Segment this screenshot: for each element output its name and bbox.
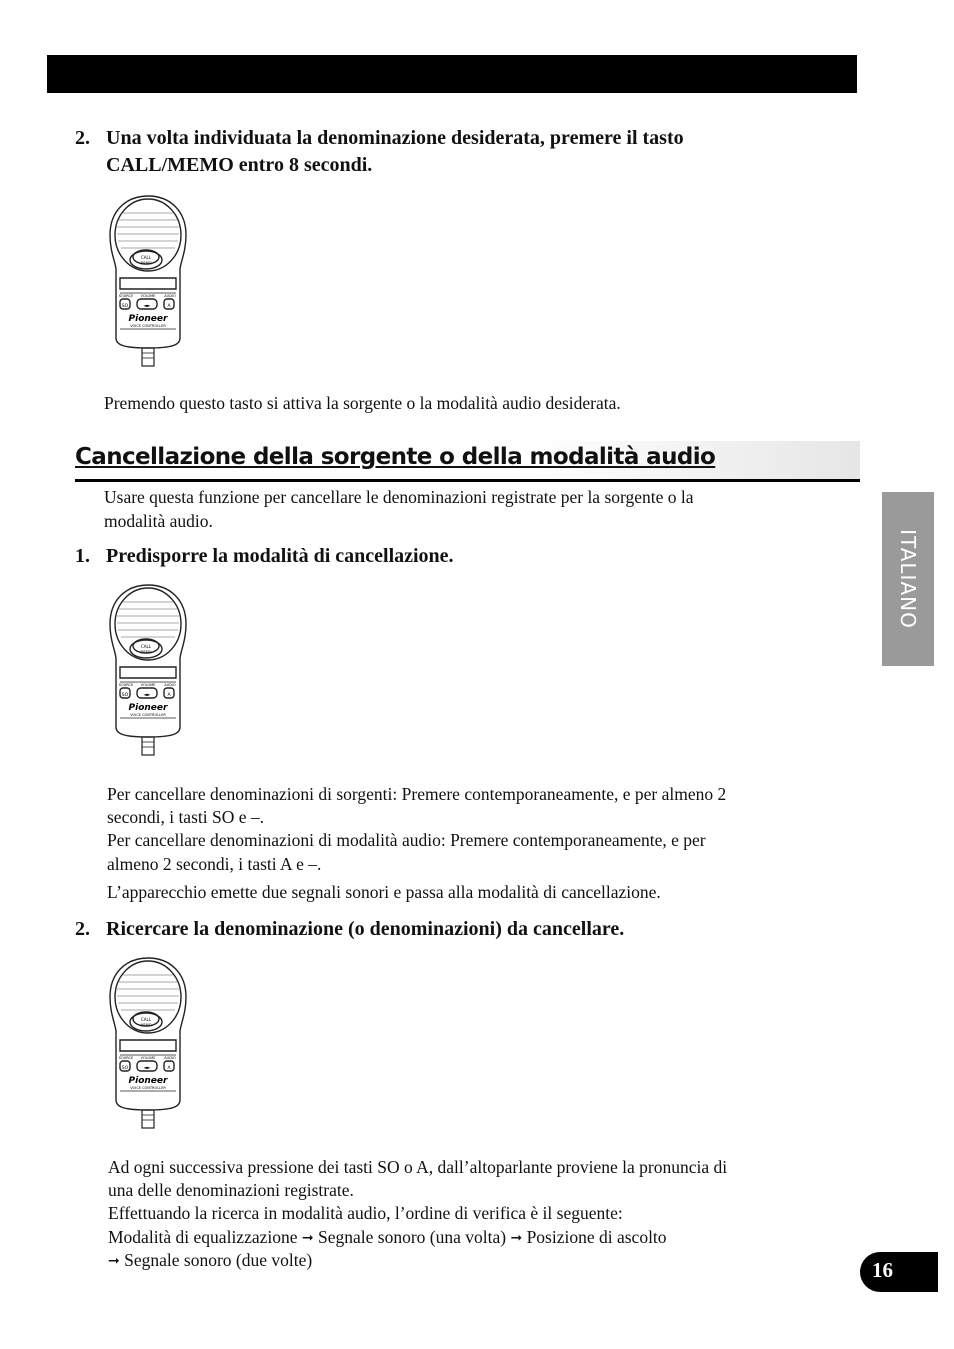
memo-label: MEMO (140, 1023, 152, 1027)
seq-beep-once: Segnale sonoro (una volta) (318, 1227, 507, 1247)
audio-key-label: AUDIO (164, 683, 176, 687)
call-label: CALL (141, 1017, 151, 1022)
volume-key-label: VOLUME (140, 683, 156, 687)
remote-controller-illustration (106, 582, 190, 757)
para1-line2: secondi, i tasti SO e –. (107, 807, 264, 827)
step-number: 2. (75, 127, 90, 149)
section-heading-text: Cancellazione della sorgente o della modalità audio (75, 444, 716, 470)
step-text-line1: Una volta individuata la denominazione desiderata, premere il tasto (106, 127, 684, 149)
voice-controller-label: VOICE CONTROLLER (130, 1086, 166, 1090)
sequence-line2 (108, 1249, 312, 1274)
step-ricercare (75, 916, 875, 946)
a-key: A (167, 693, 171, 698)
remote-body (110, 196, 186, 366)
remote-controller-illustration (106, 955, 190, 1130)
sequence-line1 (108, 1226, 667, 1251)
call-label: CALL (141, 644, 151, 649)
page-number-badge (860, 1252, 938, 1292)
source-key-label: SOURCE (118, 1056, 134, 1060)
speaker-grille (117, 602, 179, 637)
step-text: Predisporre la modalità di cancellazione. (106, 545, 454, 567)
pioneer-logo: Pioneer (128, 314, 168, 324)
audio-key-label: AUDIO (164, 1056, 176, 1060)
audio-key-label: AUDIO (164, 294, 176, 298)
step-text-line2: CALL/MEMO entro 8 secondi. (106, 154, 373, 176)
call-label: CALL (141, 255, 151, 260)
minus-plus-key: ◄► (143, 304, 151, 309)
memo-label: MEMO (140, 650, 152, 654)
remote-body (110, 958, 186, 1128)
para1-line4: almeno 2 secondi, i tasti A e –. (107, 854, 322, 874)
voice-controller-label: VOICE CONTROLLER (130, 713, 166, 717)
para2-line2: una delle denominazioni registrate. (108, 1180, 354, 1200)
language-tab (882, 492, 934, 666)
arrow-right-icon: ➞ (510, 1230, 523, 1246)
minus-plus-key: ◄► (143, 693, 151, 698)
so-key: SO (121, 304, 129, 309)
section-heading (75, 441, 860, 482)
source-key-label: SOURCE (118, 294, 134, 298)
a-key: A (167, 1066, 171, 1071)
pioneer-logo: Pioneer (128, 703, 168, 713)
remote-controller-illustration (106, 193, 190, 368)
step-call-memo (75, 125, 875, 185)
intro-line2: modalità audio. (104, 511, 213, 531)
para2-line1: Ad ogni successiva pressione dei tasti SO o A, dall’altoparlante proviene la pronuncia di (108, 1157, 728, 1177)
seq-beep-twice: Segnale sonoro (due volte) (124, 1250, 313, 1270)
intro-line1: Usare questa funzione per cancellare le denominazioni registrate per la sorgente o la (104, 487, 694, 507)
remote-body (110, 585, 186, 755)
arrow-right-icon: ➞ (108, 1253, 120, 1269)
para1-line5: L’apparecchio emette due segnali sonori e passa alla modalità di cancellazione. (107, 882, 661, 902)
pioneer-logo: Pioneer (128, 1076, 168, 1086)
so-key: SO (121, 693, 129, 698)
step-predisporre (75, 543, 875, 573)
para1-line1: Per cancellare denominazioni di sorgenti: Premere contemporaneamente, e per almeno 2 (107, 784, 727, 804)
seq-listening-position: Posizione di ascolto (526, 1227, 667, 1247)
seq-equalization: Modalità di equalizzazione (108, 1227, 298, 1247)
paragraph-call-memo: Premendo questo tasto si attiva la sorgente o la modalità audio desiderata. (104, 393, 621, 413)
page-number: 16 (872, 1258, 893, 1282)
memo-label: MEMO (140, 261, 152, 265)
speaker-grille (117, 975, 179, 1010)
language-tab-label: ITALIANO (896, 529, 921, 629)
arrow-right-icon: ➞ (301, 1230, 314, 1246)
para1-line3: Per cancellare denominazioni di modalità audio: Premere contemporaneamente, e per (107, 830, 706, 850)
volume-key-label: VOLUME (140, 1056, 156, 1060)
source-key-label: SOURCE (118, 683, 134, 687)
header-bar (47, 55, 857, 93)
volume-key-label: VOLUME (140, 294, 156, 298)
minus-plus-key: ◄► (143, 1066, 151, 1071)
step-number: 1. (75, 545, 90, 567)
voice-controller-label: VOICE CONTROLLER (130, 324, 166, 328)
step-text: Ricercare la denominazione (o denominazioni) da cancellare. (106, 918, 625, 940)
para2-line3: Effettuando la ricerca in modalità audio, l’ordine di verifica è il seguente: (108, 1203, 623, 1223)
a-key: A (167, 304, 171, 309)
step-number: 2. (75, 918, 90, 940)
so-key: SO (121, 1066, 129, 1071)
speaker-grille (117, 213, 179, 248)
